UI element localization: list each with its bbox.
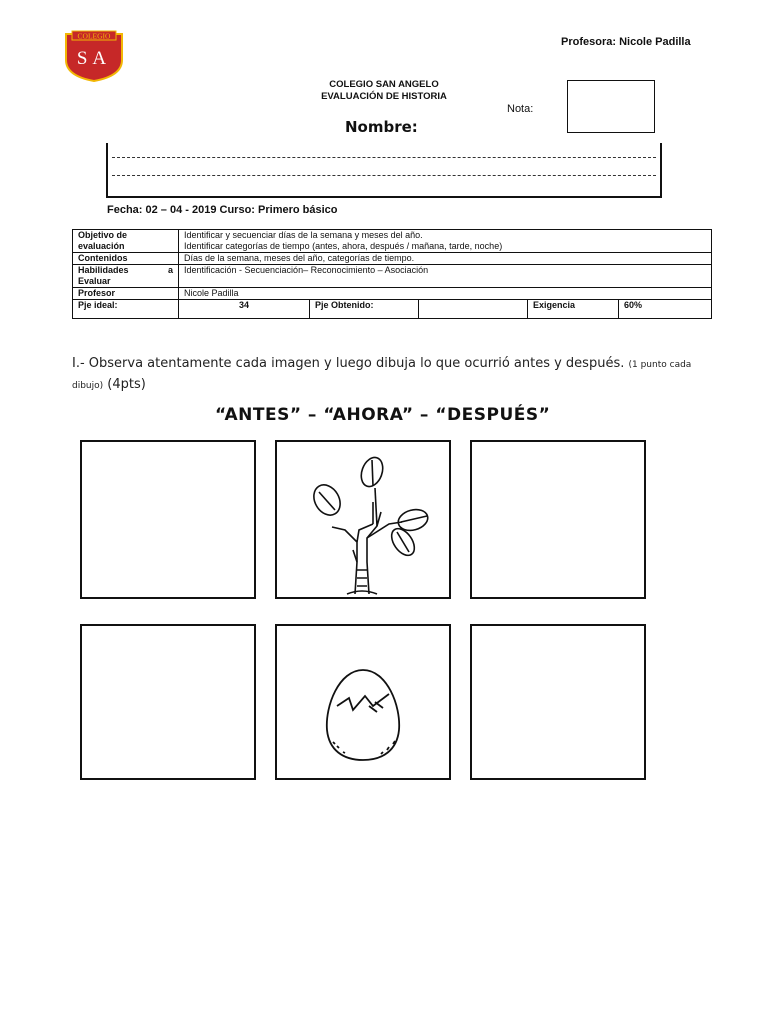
nombre-label: Nombre: [345, 118, 418, 136]
logo-text: COLEGIO [77, 31, 111, 41]
question-instruction [72, 354, 712, 396]
activity-heading: “ANTES” – “AHORA” – “DESPUÉS” [215, 405, 551, 425]
school-block [250, 79, 518, 103]
objetivo-value [179, 230, 712, 253]
exigencia-value: 60% [619, 300, 712, 319]
teacher-name-header: Profesora: Nicole Padilla [561, 36, 691, 48]
profesor-label: Profesor [73, 288, 179, 300]
image-box-ahora-2 [275, 624, 451, 780]
question-text: I.- Observa atentamente cada imagen y luego dibuja lo que ocurrió antes y después. [72, 356, 625, 371]
pje-obtenido-label: Pje Obtenido: [310, 300, 419, 319]
date-course-line: Fecha: 02 – 04 - 2019 Curso: Primero básico [107, 204, 338, 216]
habilidades-value: Identificación - Secuenciación– Reconocimiento – Asociación [179, 265, 712, 288]
name-dashed-line [112, 175, 656, 176]
exam-title: EVALUACIÓN DE HISTORIA [321, 91, 447, 102]
table-row [73, 253, 712, 265]
nota-box[interactable] [567, 80, 655, 133]
profesor-value: Nicole Padilla [179, 288, 712, 300]
nota-label: Nota: [507, 103, 534, 115]
contenidos-value: Días de la semana, meses del año, categorías de tiempo. [179, 253, 712, 265]
school-logo [64, 30, 124, 82]
school-name: COLEGIO SAN ANGELO [329, 79, 439, 90]
exigencia-label: Exigencia [528, 300, 619, 319]
drawing-box-despues-2[interactable] [470, 624, 646, 780]
table-row [73, 265, 712, 288]
objetivo-line: Identificar categorías de tiempo (antes, ahora, después / mañana, tarde, noche) [184, 241, 503, 251]
contenidos-label: Contenidos [73, 253, 179, 265]
tree-icon [277, 442, 449, 597]
egg-icon [277, 626, 449, 778]
logo-letters: SA [76, 48, 112, 69]
table-row [73, 300, 712, 319]
pje-obtenido-value[interactable] [419, 300, 528, 319]
question-points-total: (4pts) [107, 377, 146, 392]
objetivo-label: Objetivo de evaluación [73, 230, 179, 253]
drawing-box-despues-1[interactable] [470, 440, 646, 599]
table-row [73, 230, 712, 253]
table-row [73, 288, 712, 300]
pje-ideal-label: Pje ideal: [73, 300, 179, 319]
habilidades-label: Habilidades a Evaluar [73, 265, 179, 288]
drawing-box-antes-2[interactable] [80, 624, 256, 780]
image-box-ahora-1 [275, 440, 451, 599]
name-dashed-line [112, 157, 656, 158]
drawing-box-antes-1[interactable] [80, 440, 256, 599]
objetivo-line: Identificar y secuenciar días de la semana y meses del año. [184, 230, 423, 240]
pje-ideal-value: 34 [179, 300, 310, 319]
question-points-each: (1 punto cada dibujo) [72, 360, 692, 391]
info-table [72, 229, 712, 319]
name-writing-box[interactable] [106, 143, 662, 198]
